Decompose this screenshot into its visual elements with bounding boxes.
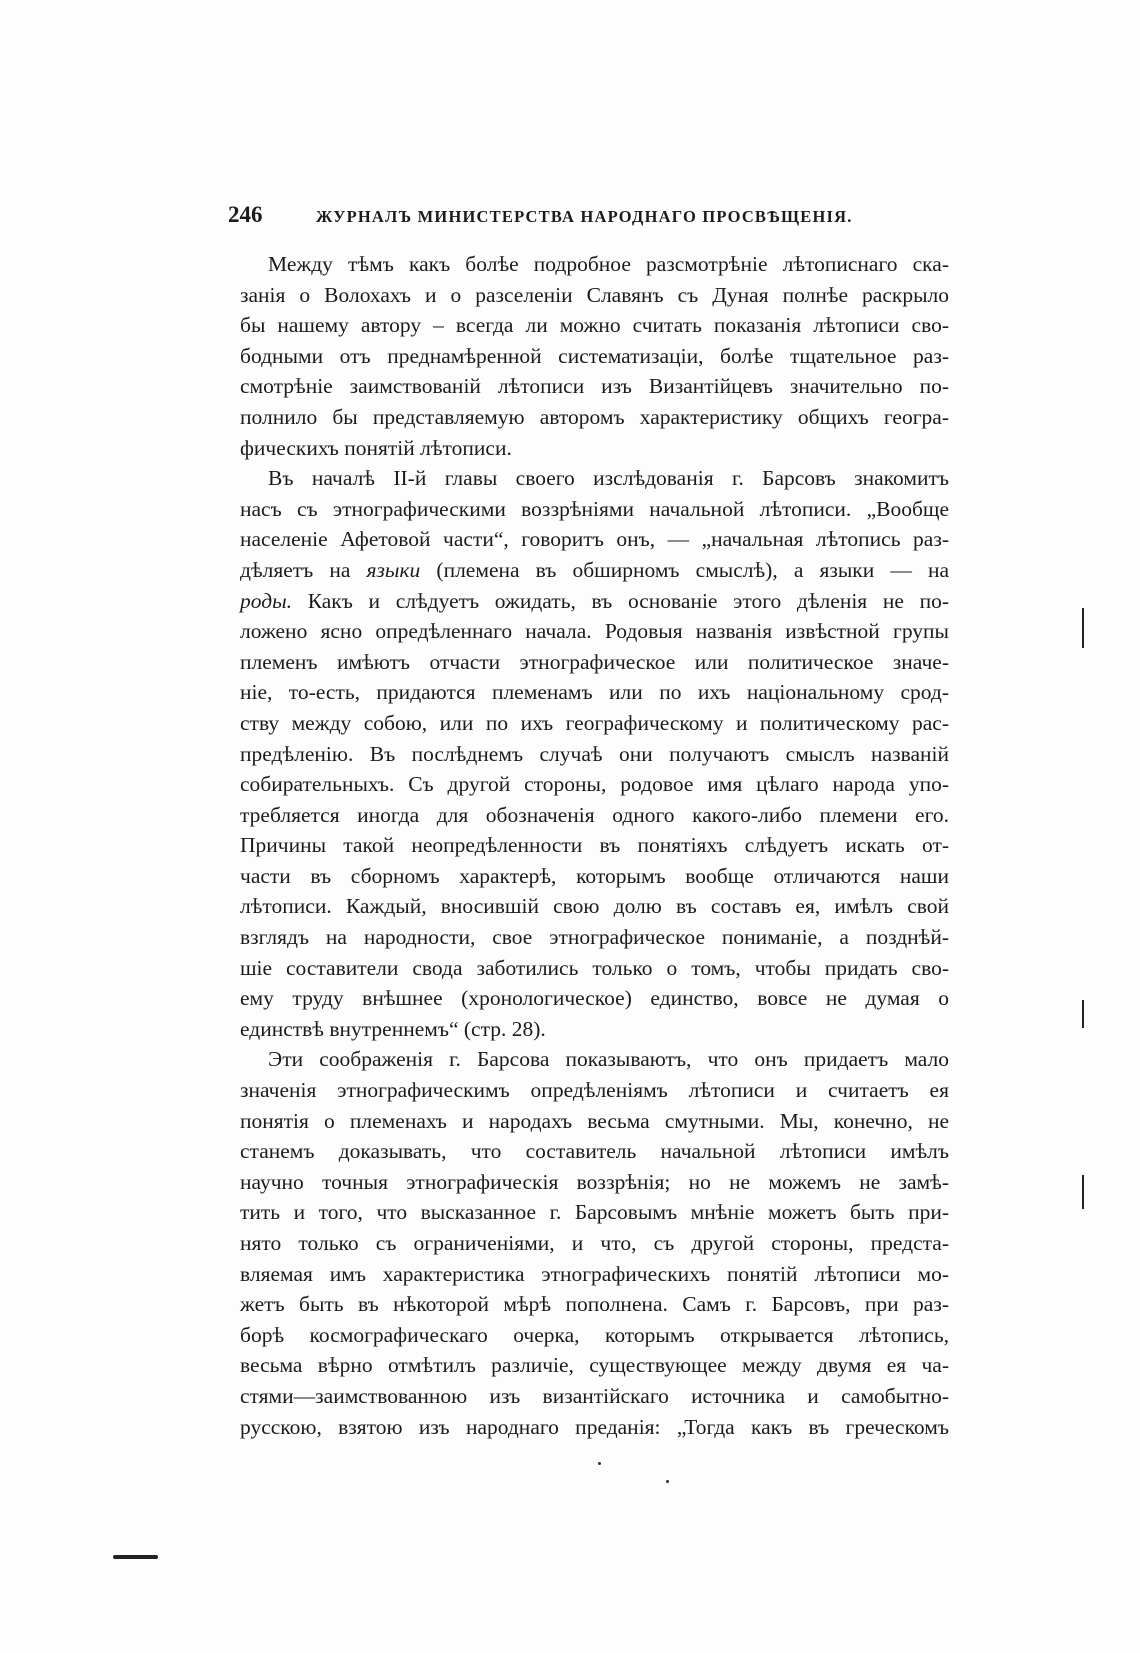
text-line: вляемая имъ характеристика этнографическихъ понятій лѣтописи мо- — [240, 1261, 949, 1286]
text-line: единствѣ внутреннемъ“ (стр. 28). — [240, 1016, 546, 1041]
text-line: лѣтописи. Каждый, вносившій свою долю въ составъ ея, имѣлъ свой — [240, 894, 949, 919]
text-line: весьма вѣрно отмѣтилъ различіе, существующее между двумя ея ча- — [240, 1353, 949, 1378]
text-line: фическихъ понятій лѣтописи. — [240, 435, 512, 460]
text-line: насъ съ этнографическими воззрѣніями начальной лѣтописи. „Вообще — [240, 496, 949, 521]
text-line: бы нашему автору – всегда ли можно считать показанія лѣтописи сво- — [240, 313, 949, 338]
scan-mark — [1082, 608, 1084, 648]
text-line-mixed — [240, 586, 949, 617]
text-line: Въ началѣ II-й главы своего изслѣдованія г. Барсовъ знакомитъ — [268, 466, 949, 491]
text-line: собирательныхъ. Съ другой стороны, родовое имя цѣлаго народа упо- — [240, 772, 949, 797]
text-line: требляется иногда для обозначенія одного какого-либо племени его. — [240, 802, 949, 827]
text-fragment: Какъ и слѣдуетъ ожидать, въ основаніе этого дѣленія не по- — [307, 588, 949, 613]
text-line: смотрѣніе заимствованій лѣтописи изъ Византійцевъ значительно по- — [240, 374, 949, 399]
body-text — [240, 249, 949, 1442]
text-line: занія о Волохахъ и о разселеніи Славянъ съ Дуная полнѣе раскрыло — [240, 282, 949, 307]
scan-mark — [1082, 1175, 1084, 1209]
scan-dot — [666, 1480, 669, 1483]
text-line: станемъ доказывать, что составитель начальной лѣтописи имѣлъ — [240, 1139, 949, 1164]
text-line: русскою, взятою изъ народнаго преданія: „Тогда какъ въ греческомъ — [240, 1414, 949, 1439]
text-line: жетъ быть въ нѣкоторой мѣрѣ пополнена. Самъ г. Барсовъ, при раз- — [240, 1292, 949, 1317]
text-line: стями—заимствованною изъ византійскаго источника и самобытно- — [240, 1383, 949, 1408]
text-line: тить и того, что высказанное г. Барсовымъ мнѣніе можетъ быть при- — [240, 1200, 949, 1225]
text-line: ству между собою, или по ихъ географическому и политическому рас- — [240, 710, 949, 735]
page-number: 246 — [228, 202, 263, 227]
italic-word: роды. — [240, 588, 293, 613]
page-header — [228, 202, 988, 228]
text-line: племенъ имѣютъ отчасти этнографическое или политическое значе- — [240, 649, 949, 674]
text-line: научно точныя этнографическія воззрѣнія; но не можемъ не замѣ- — [240, 1169, 949, 1194]
text-line: полнило бы представляемую авторомъ характеристику общихъ геогра- — [240, 404, 949, 429]
running-title: ЖУРНАЛЪ МИНИСТЕРСТВА НАРОДНАГО ПРОСВѢЩЕНІЯ. — [316, 207, 853, 226]
text-fragment: (племена въ обширномъ смыслѣ), а языки — на — [436, 557, 949, 582]
text-fragment: дѣляетъ на — [240, 557, 351, 582]
text-line: бодными отъ преднамѣренной систематизаціи, болѣе тщательное раз- — [240, 343, 949, 368]
text-line: части въ сборномъ характерѣ, которымъ вообще отличаются наши — [240, 863, 949, 888]
text-line: понятія о племенахъ и народахъ весьма смутными. Мы, конечно, не — [240, 1108, 949, 1133]
text-line: Между тѣмъ какъ болѣе подробное разсмотрѣніе лѣтописнаго ска- — [268, 252, 949, 276]
text-line: ніе, то-есть, придаются племенамъ или по ихъ національному срод- — [240, 680, 949, 705]
scan-mark — [1082, 1000, 1084, 1028]
scan-dot — [598, 1462, 601, 1465]
text-line: ложено ясно опредѣленнаго начала. Родовыя названія извѣстной групы — [240, 619, 949, 644]
text-line: предѣленію. Въ послѣднемъ случаѣ они получаютъ смыслъ названій — [240, 741, 949, 766]
scan-mark — [113, 1555, 158, 1559]
text-line: значенія этнографическимъ опредѣленіямъ лѣтописи и считаетъ ея — [240, 1078, 949, 1103]
text-line: Эти соображенія г. Барсова показываютъ, что онъ придаетъ мало — [268, 1047, 949, 1072]
text-line: нято только съ ограниченіями, и что, съ другой стороны, предста- — [240, 1231, 949, 1255]
text-line-mixed — [240, 555, 949, 586]
text-line: шіе составители свода заботились только о томъ, чтобы придать сво- — [240, 955, 949, 980]
text-line: ему труду внѣшнее (хронологическое) единство, вовсе не думая о — [240, 986, 949, 1011]
text-line: Причины такой неопредѣленности въ понятіяхъ слѣдуетъ искать от- — [240, 833, 949, 858]
italic-word: языки — [366, 557, 421, 582]
text-line: борѣ космографическаго очерка, которымъ открывается лѣтопись, — [240, 1322, 949, 1347]
text-line: взглядъ на народности, свое этнографическое пониманіе, а позднѣй- — [240, 925, 949, 950]
text-line: населеніе Афетовой части“, говоритъ онъ, — „начальная лѣтопись раз- — [240, 527, 949, 552]
